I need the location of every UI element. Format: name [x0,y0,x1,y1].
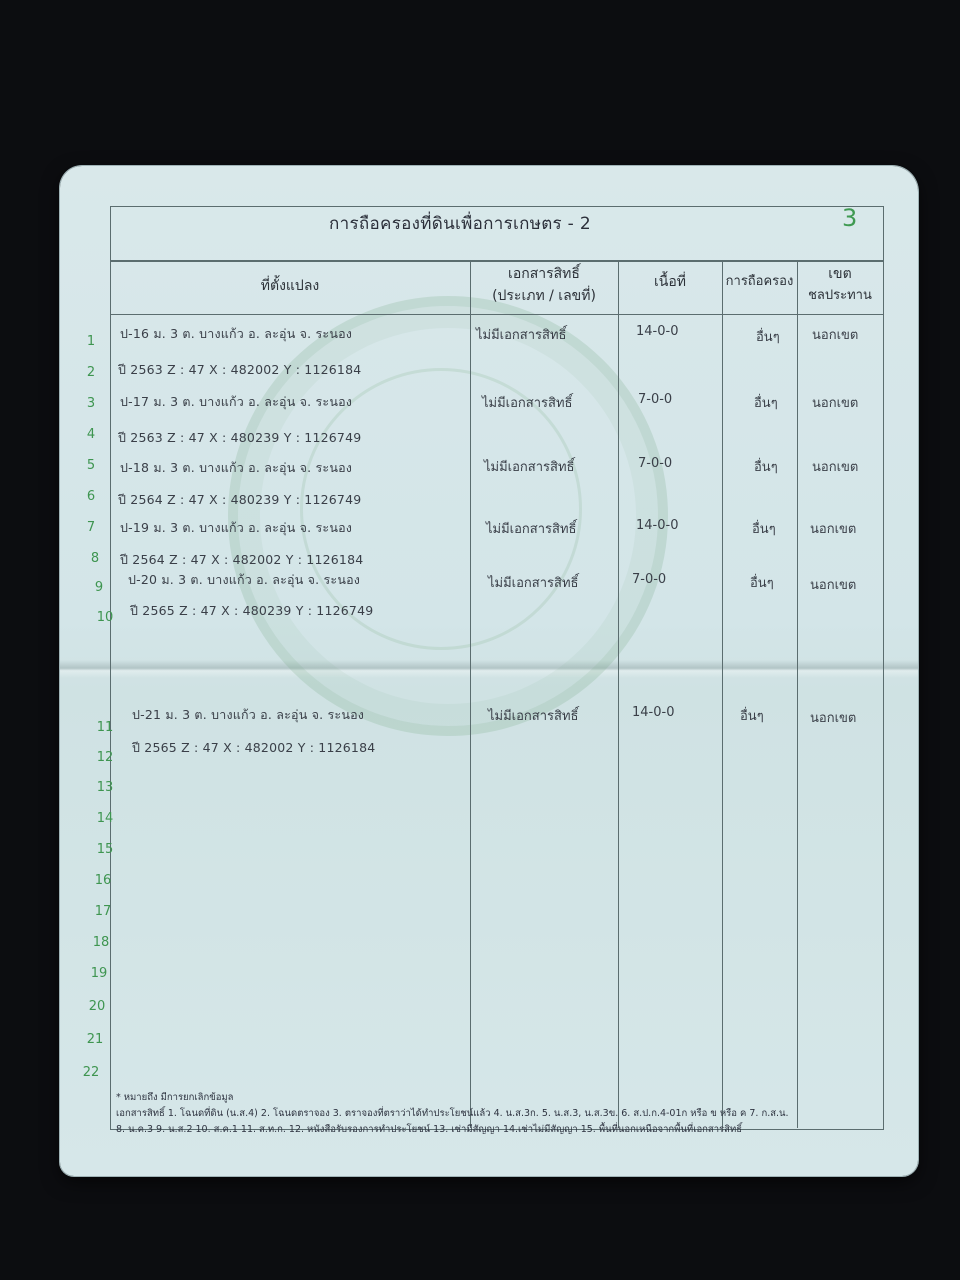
document-type-legend-line2: 8. น.ค.3 9. น.ส.2 10. ส.ค.1 11. ส.ท.ก. 12. หนังสือรับรองการทำประโยชน์ 13. เช่ามีสัญญา 14.เช่าไม่มีสัญญา 15. พื้นที่นอกเหนือจากพื้นที่เอกสารสิทธิ์ [116,1124,742,1135]
header-zone-line2: ชลประทาน [808,288,872,303]
row-number: 1 [86,334,96,349]
row-number: 10 [96,610,114,625]
entry-coordinates: ปี 2564 Z : 47 X : 482002 Y : 1126184 [120,552,364,567]
document-type-legend-line1: เอกสารสิทธิ์ 1. โฉนดที่ดิน (น.ส.4) 2. โฉนดตราจอง 3. ตราจองที่ตราว่าได้ทำประโยชน์แล้ว 4. น.ส.3ก. 5. น.ส.3, น.ส.3ข. 6. ส.ป.ก.4-01ก หรือ ข หรือ ค 7. ก.ส.น. [116,1108,789,1119]
entry-zone: นอกเขต [810,578,857,593]
title-divider [110,260,883,262]
entry-holding: อื่นๆ [740,709,764,724]
col-divider-2 [618,260,619,1128]
entry-holding: อื่นๆ [750,576,774,591]
header-divider [110,314,883,315]
entry-holding: อื่นๆ [754,460,778,475]
entry-area: 14-0-0 [636,324,679,339]
entry-zone: นอกเขต [812,396,859,411]
entry-coordinates: ปี 2563 Z : 47 X : 480239 Y : 1126749 [118,430,362,445]
entry-document: ไม่มีเอกสารสิทธิ์ [476,328,567,343]
entry-location: ป-16 ม. 3 ต. บางแก้ว อ. ละอุ่น จ. ระนอง [120,326,353,341]
entry-document: ไม่มีเอกสารสิทธิ์ [486,522,577,537]
entry-coordinates: ปี 2565 Z : 47 X : 480239 Y : 1126749 [130,603,374,618]
row-number: 20 [88,999,106,1014]
row-number: 13 [96,780,114,795]
row-number: 11 [96,720,114,735]
header-area: เนื้อที่ [654,274,686,290]
col-divider-4 [797,260,798,1128]
row-number: 12 [96,750,114,765]
remark-note: * หมายถึง มีการยกเลิกข้อมูล [116,1092,234,1103]
entry-coordinates: ปี 2563 Z : 47 X : 482002 Y : 1126184 [118,362,362,377]
entry-area: 7-0-0 [638,456,673,471]
entry-zone: นอกเขต [812,328,859,343]
row-number: 8 [90,551,100,566]
entry-area: 7-0-0 [638,392,673,407]
entry-holding: อื่นๆ [754,396,778,411]
row-number: 7 [86,520,96,535]
row-number: 17 [94,904,112,919]
header-location: ที่ตั้งแปลง [260,278,320,294]
entry-holding: อื่นๆ [752,522,776,537]
row-number: 15 [96,842,114,857]
page-title: การถือครองที่ดินเพื่อการเกษตร - 2 [329,214,591,234]
row-number: 4 [86,427,96,442]
row-number: 19 [90,966,108,981]
entry-coordinates: ปี 2564 Z : 47 X : 480239 Y : 1126749 [118,492,362,507]
entry-location: ป-21 ม. 3 ต. บางแก้ว อ. ละอุ่น จ. ระนอง [132,707,365,722]
header-document-line1: เอกสารสิทธิ์ [508,266,580,282]
row-number: 14 [96,811,114,826]
header-document-line2: (ประเภท / เลขที่) [492,288,596,304]
entry-document: ไม่มีเอกสารสิทธิ์ [488,709,579,724]
header-holding: การถือครอง [725,274,794,289]
entry-location: ป-19 ม. 3 ต. บางแก้ว อ. ละอุ่น จ. ระนอง [120,520,353,535]
row-number: 16 [94,873,112,888]
entry-area: 7-0-0 [632,572,667,587]
row-number: 21 [86,1032,104,1047]
entry-location: ป-20 ม. 3 ต. บางแก้ว อ. ละอุ่น จ. ระนอง [128,572,361,587]
entry-zone: นอกเขต [810,711,857,726]
entry-document: ไม่มีเอกสารสิทธิ์ [482,396,573,411]
entry-area: 14-0-0 [636,518,679,533]
row-number: 9 [94,580,104,595]
header-zone-line1: เขต [828,266,852,282]
row-number: 5 [86,458,96,473]
entry-location: ป-18 ม. 3 ต. บางแก้ว อ. ละอุ่น จ. ระนอง [120,460,353,475]
entry-holding: อื่นๆ [756,330,780,345]
entry-zone: นอกเขต [810,522,857,537]
row-number: 22 [82,1065,100,1080]
entry-location: ป-17 ม. 3 ต. บางแก้ว อ. ละอุ่น จ. ระนอง [120,394,353,409]
entry-zone: นอกเขต [812,460,859,475]
row-number: 18 [92,935,110,950]
row-number: 2 [86,365,96,380]
page-number: 3 [842,204,858,232]
entry-document: ไม่มีเอกสารสิทธิ์ [484,460,575,475]
entry-document: ไม่มีเอกสารสิทธิ์ [488,576,579,591]
entry-coordinates: ปี 2565 Z : 47 X : 482002 Y : 1126184 [132,740,376,755]
col-divider-3 [722,260,723,1128]
row-number: 3 [86,396,96,411]
col-divider-1 [470,260,471,1128]
entry-area: 14-0-0 [632,705,675,720]
row-number: 6 [86,489,96,504]
